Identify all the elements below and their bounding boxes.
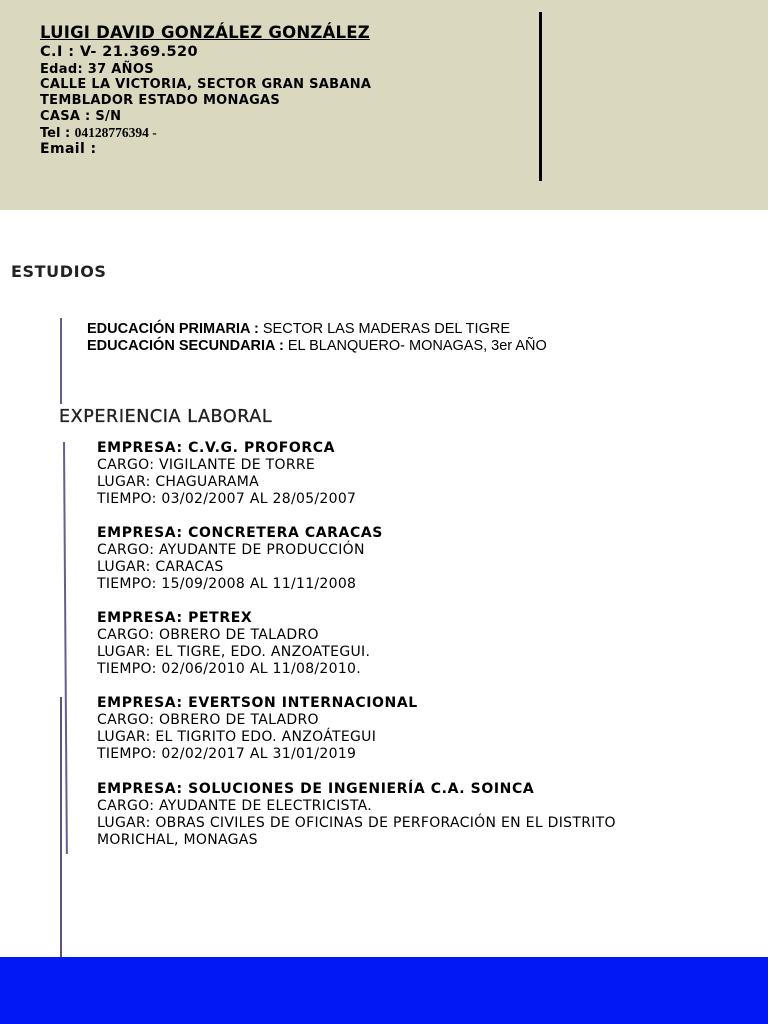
- job-company: EMPRESA: C.V.G. PROFORCA: [97, 440, 336, 456]
- address-line-1: CALLE LA VICTORIA, SECTOR GRAN SABANA: [40, 77, 372, 92]
- job-entry: [97, 440, 356, 508]
- education-primary: [87, 321, 510, 337]
- education-secondary-label: EDUCACIÓN SECUNDARIA :: [87, 338, 288, 354]
- education-secondary: [87, 338, 547, 354]
- job-company: EMPRESA: EVERTSON INTERNACIONAL: [97, 695, 418, 711]
- job-period: TIEMPO: 02/06/2010 AL 11/08/2010.: [97, 661, 361, 677]
- id-number: C.I : V- 21.369.520: [40, 44, 199, 60]
- job-period: TIEMPO: 02/02/2017 AL 31/01/2019: [97, 746, 357, 762]
- job-location: LUGAR: CHAGUARAMA: [97, 474, 260, 490]
- estudios-accent-line: [60, 318, 62, 404]
- house-number: CASA : S/N: [40, 109, 122, 124]
- phone-number: 04128776394 -: [74, 125, 157, 140]
- header-divider: [539, 12, 542, 181]
- job-location: LUGAR: EL TIGRITO EDO. ANZOÁTEGUI: [97, 729, 377, 745]
- experience-accent-line: [63, 442, 68, 854]
- job-entry: [97, 695, 418, 763]
- footer-bar: [0, 957, 768, 1024]
- address-line-2: TEMBLADOR ESTADO MONAGAS: [40, 93, 281, 108]
- job-entry: [97, 610, 370, 678]
- phone-label: Tel :: [40, 126, 75, 141]
- job-position: CARGO: AYUDANTE DE PRODUCCIÓN: [97, 542, 365, 558]
- education-secondary-value: EL BLANQUERO- MONAGAS, 3er AÑO: [287, 338, 547, 354]
- education-primary-label: EDUCACIÓN PRIMARIA :: [87, 321, 263, 337]
- job-location: LUGAR: EL TIGRE, EDO. ANZOATEGUI.: [97, 644, 371, 660]
- job-location-continued: MORICHAL, MONAGAS: [97, 832, 258, 848]
- age: Edad: 37 AÑOS: [40, 62, 154, 77]
- estudios-title: ESTUDIOS: [11, 262, 107, 281]
- job-company: EMPRESA: PETREX: [97, 610, 253, 626]
- job-entry: [97, 781, 616, 849]
- job-period: TIEMPO: 03/02/2007 AL 28/05/2007: [97, 491, 357, 507]
- job-position: CARGO: OBRERO DE TALADRO: [97, 627, 319, 643]
- education-primary-value: SECTOR LAS MADERAS DEL TIGRE: [262, 321, 510, 337]
- header-panel: [0, 0, 768, 210]
- job-location: LUGAR: OBRAS CIVILES DE OFICINAS DE PERFORACIÓN EN EL DISTRITO: [97, 815, 616, 831]
- email: Email :: [40, 141, 97, 157]
- job-position: CARGO: OBRERO DE TALADRO: [97, 712, 319, 728]
- job-company: EMPRESA: CONCRETERA CARACAS: [97, 525, 383, 541]
- job-company: EMPRESA: SOLUCIONES DE INGENIERÍA C.A. SOINCA: [97, 781, 535, 797]
- experience-title: EXPERIENCIA LABORAL: [59, 407, 273, 427]
- phone: [40, 125, 157, 141]
- job-period: TIEMPO: 15/09/2008 AL 11/11/2008: [97, 576, 357, 592]
- person-name: LUIGI DAVID GONZÁLEZ GONZÁLEZ: [40, 23, 370, 42]
- job-entry: [97, 525, 383, 593]
- job-position: CARGO: AYUDANTE DE ELECTRICISTA.: [97, 798, 372, 814]
- job-location: LUGAR: CARACAS: [97, 559, 224, 575]
- job-position: CARGO: VIGILANTE DE TORRE: [97, 457, 316, 473]
